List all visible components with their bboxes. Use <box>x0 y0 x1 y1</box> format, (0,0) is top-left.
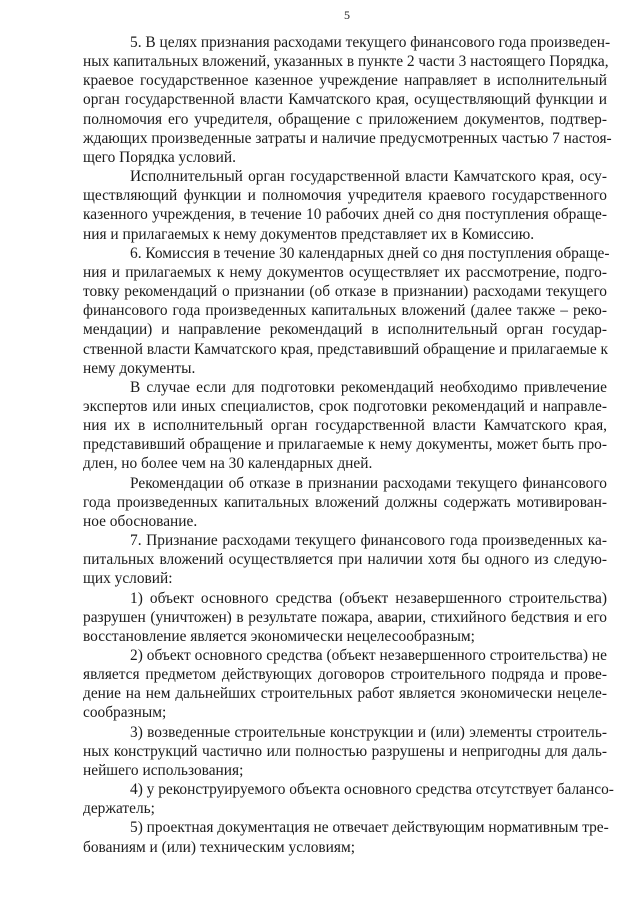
text-line: восстановление является экономически нецелесообразным; <box>83 627 475 645</box>
text-line: товку рекомендаций о признании (об отказе в признании) расходами текущего <box>83 283 607 301</box>
text-line: ждающих произведенные затраты и наличие предусмотренных частью 7 настоя- <box>83 129 612 147</box>
text-line: полномочия его учредителя, обращение с приложением документов, подтвер- <box>83 110 607 128</box>
page-number: 5 <box>344 8 350 22</box>
text-line: 5. В целях признания расходами текущего финансового года произведен- <box>130 34 611 51</box>
text-line: ных капитальных вложений, указанных в пункте 2 части 3 настоящего Порядка, <box>83 53 609 71</box>
paragraph <box>83 723 607 780</box>
text-line: мендации) и направление рекомендаций в исполнительный орган государ- <box>83 321 607 339</box>
text-line: щего Порядка условий. <box>83 148 236 166</box>
text-line: Исполнительный орган государственной власти Камчатского края, осу- <box>130 168 607 186</box>
text-line: казенного учреждения, в течение 10 рабочих дней со дня поступления обраще- <box>83 206 607 224</box>
text-line: ния их в исполнительный орган государственной власти Камчатского края, <box>83 417 607 435</box>
paragraph <box>83 167 607 244</box>
text-line: разрушен (уничтожен) в результате пожара, аварии, стихийного бедствия и его <box>83 608 607 626</box>
paragraph <box>83 244 610 378</box>
text-line: финансового года произведенных капитальных вложений (далее также – реко- <box>83 302 607 320</box>
text-line: 7. Признание расходами текущего финансового года произведенных ка- <box>130 532 607 550</box>
text-line: Рекомендации об отказе в признании расходами текущего финансового <box>130 474 607 492</box>
text-line: ществляющий функции и полномочия учредителя краевого государственного <box>83 187 607 205</box>
paragraph <box>83 780 614 818</box>
text-line: ния и прилагаемых к нему документов осуществляет их рассмотрение, подго- <box>83 263 607 281</box>
text-line: 5) проектная документация не отвечает действующим нормативным тре- <box>130 819 609 837</box>
text-line: является предметом действующих договоров строительного подряда и прове- <box>83 666 607 684</box>
text-line: щих условий: <box>83 570 173 588</box>
text-line: 1) объект основного средства (объект незавершенного строительства) <box>130 589 607 607</box>
text-line: В случае если для подготовки рекомендаций необходимо привлечение <box>130 378 607 396</box>
text-line: ное обоснование. <box>83 512 198 530</box>
text-line: орган государственной власти Камчатского края, осуществляющий функции и <box>83 91 607 109</box>
text-line: ственной власти Камчатского края, представивший обращение и прилагаемые к <box>83 340 608 358</box>
text-line: питальных вложений осуществляется при наличии хотя бы одного из следую- <box>83 551 607 569</box>
paragraph <box>83 589 607 646</box>
paragraph <box>83 818 607 856</box>
text-line: нейшего использования; <box>83 761 244 779</box>
text-line: сообразным; <box>83 704 167 722</box>
text-line: длен, но более чем на 30 календарных дней. <box>83 455 373 473</box>
text-line: 4) у реконструируемого объекта основного средства отсутствует балансо- <box>130 781 614 799</box>
text-line: дение на нем дальнейших строительных работ является экономически нецеле- <box>83 685 607 703</box>
paragraph <box>83 378 607 474</box>
text-line: экспертов или иных специалистов, срок подготовки рекомендаций и направле- <box>83 397 607 415</box>
text-line: нему документы. <box>83 359 196 377</box>
text-line: держатель; <box>83 800 155 818</box>
text-line: года произведенных капитальных вложений должны содержать мотивирован- <box>83 493 607 511</box>
document-body <box>83 33 614 857</box>
text-line: ных конструкций частично или полностью разрушены и непригодны для даль- <box>83 742 607 760</box>
text-line: бованиям и (или) техническим условиям; <box>83 838 356 856</box>
text-line: краевое государственное казенное учреждение направляет в исполнительный <box>83 72 607 90</box>
paragraph <box>83 33 612 167</box>
text-line: 3) возведенные строительные конструкции и (или) элементы строитель- <box>130 723 607 741</box>
paragraph <box>83 646 607 723</box>
paragraph <box>83 531 607 588</box>
text-line: 2) объект основного средства (объект незавершенного строительства) не <box>130 647 607 664</box>
paragraph <box>83 474 607 531</box>
text-line: 6. Комиссия в течение 30 календарных дней со дня поступления обраще- <box>130 244 610 262</box>
text-line: представивший обращение и прилагаемые к нему документы, может быть про- <box>83 436 607 454</box>
text-line: ния и прилагаемых к нему документов представляет их в Комиссию. <box>83 225 535 243</box>
